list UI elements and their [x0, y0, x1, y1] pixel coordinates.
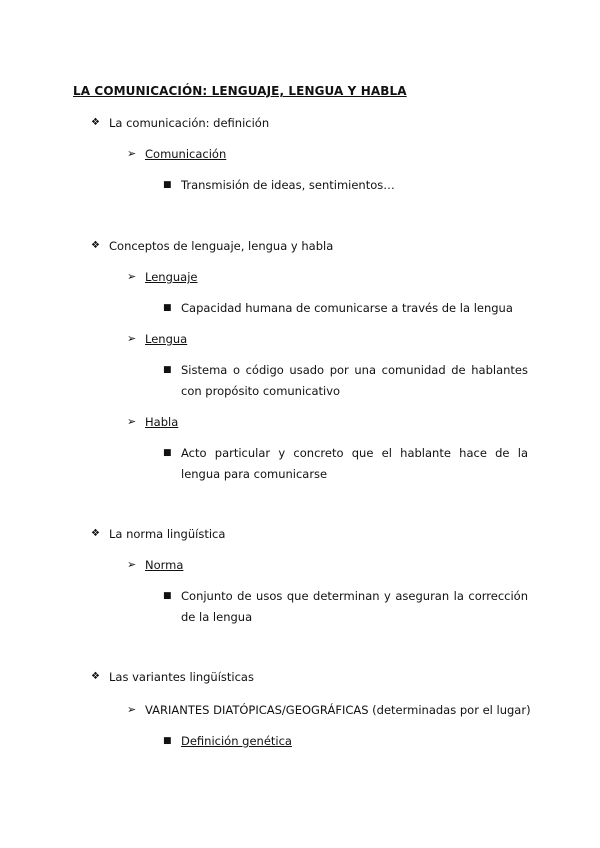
square-bullet-icon: ■: [163, 303, 172, 313]
definition-text: Acto particular y concreto que el hablante hace de la lengua para comunicarse: [181, 446, 528, 481]
square-bullet-icon: ■: [163, 736, 172, 746]
arrow-bullet-icon: ➢: [127, 147, 137, 160]
term-label: Lenguaje: [145, 270, 198, 284]
diamond-bullet-icon: ❖: [91, 117, 100, 128]
document-title: LA COMUNICACIÓN: LENGUAJE, LENGUA Y HABLA: [73, 84, 407, 98]
section-heading: Conceptos de lenguaje, lengua y habla: [109, 239, 334, 253]
term-label: VARIANTES DIATÓPICAS/GEOGRÁFICAS (determinadas por el lugar): [145, 703, 531, 717]
diamond-bullet-icon: ❖: [91, 528, 100, 539]
term-label: Lengua: [145, 332, 188, 346]
arrow-bullet-icon: ➢: [127, 558, 137, 571]
diamond-bullet-icon: ❖: [91, 671, 100, 682]
square-bullet-icon: ■: [163, 365, 172, 375]
definition-text: Capacidad humana de comunicarse a través de la lengua: [181, 301, 513, 315]
term-label: Norma: [145, 558, 184, 572]
definition-text: Transmisión de ideas, sentimientos…: [181, 178, 395, 192]
square-bullet-icon: ■: [163, 448, 172, 458]
arrow-bullet-icon: ➢: [127, 415, 137, 428]
arrow-bullet-icon: ➢: [127, 332, 137, 345]
section-heading: La norma lingüística: [109, 527, 226, 541]
term-label: Comunicación: [145, 147, 227, 161]
definition-text: Conjunto de usos que determinan y aseguran la corrección de la lengua: [181, 589, 528, 624]
square-bullet-icon: ■: [163, 591, 172, 601]
definition-text: Definición genética: [181, 734, 292, 748]
section-heading: La comunicación: definición: [109, 116, 270, 130]
square-bullet-icon: ■: [163, 180, 172, 190]
diamond-bullet-icon: ❖: [91, 240, 100, 251]
section-heading: Las variantes lingüísticas: [109, 670, 254, 684]
definition-text: Sistema o código usado por una comunidad de hablantes con propósito comunicativo: [181, 363, 528, 398]
term-label: Habla: [145, 415, 179, 429]
arrow-bullet-icon: ➢: [127, 270, 137, 283]
arrow-bullet-icon: ➢: [127, 703, 137, 716]
